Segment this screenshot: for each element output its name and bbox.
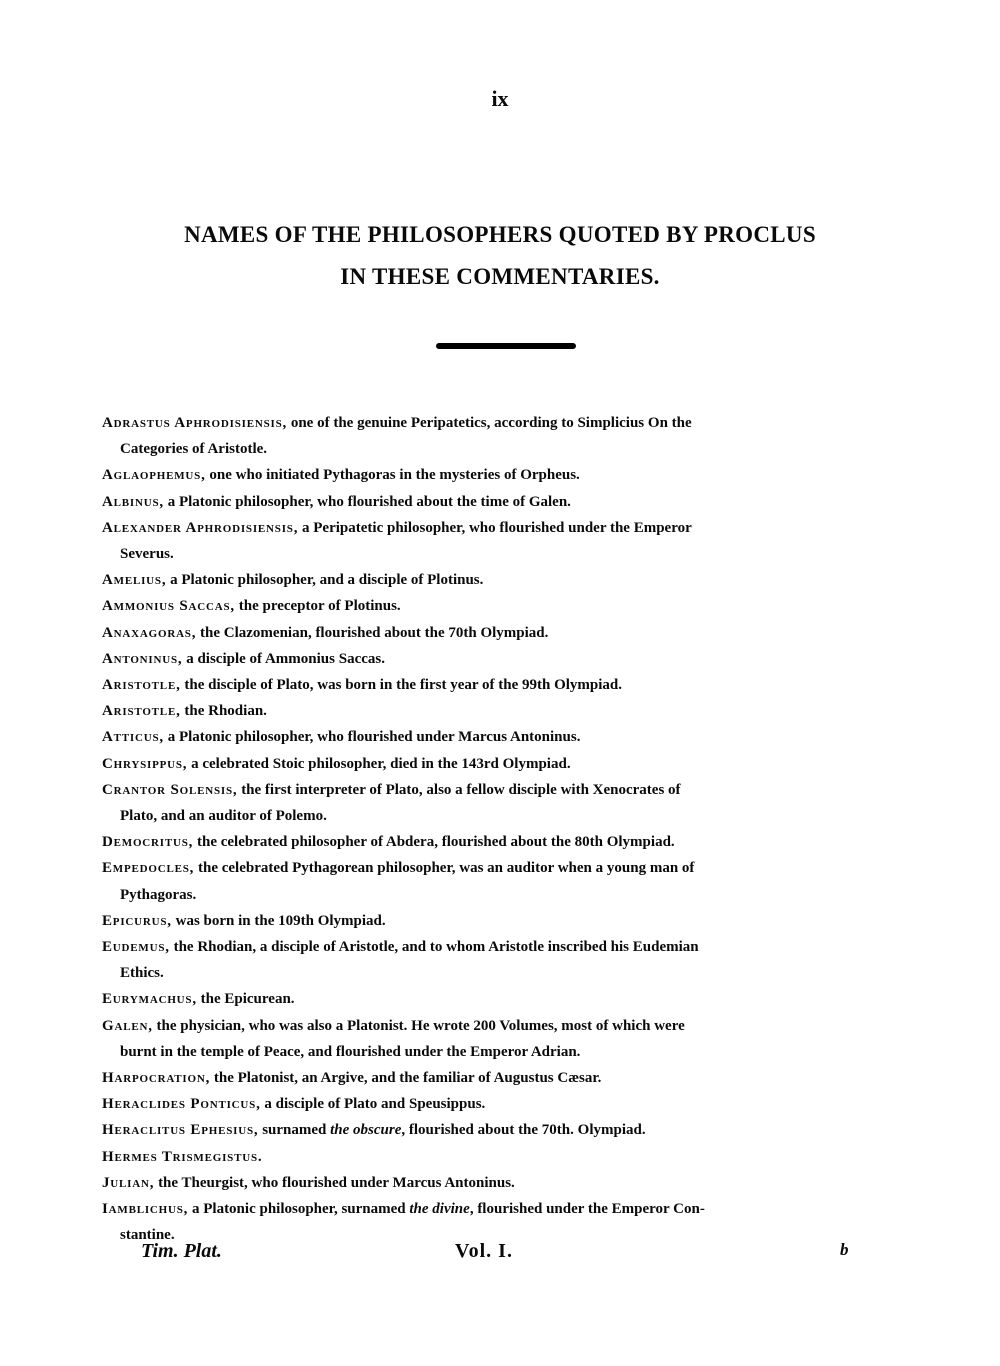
- footer-work-title: Tim. Plat.: [141, 1240, 222, 1262]
- epithet-italic: the divine: [409, 1201, 470, 1218]
- philosopher-name: Chrysippus,: [102, 755, 188, 772]
- description-continuation-line: Plato, and an auditor of Polemo.: [120, 808, 327, 825]
- philosopher-description: [164, 494, 571, 510]
- philosopher-description: [188, 1201, 705, 1217]
- philosopher-name: Julian,: [102, 1174, 155, 1191]
- description-text: one of the genuine Peripatetics, according to Simplicius On the: [287, 415, 692, 431]
- list-item: [102, 698, 910, 724]
- description-text: a disciple of Ammonius Saccas.: [182, 650, 385, 667]
- list-item: [102, 462, 910, 488]
- philosopher-name: Aristotle,: [102, 703, 181, 720]
- list-item: [102, 515, 910, 567]
- description-text: a celebrated Stoic philosopher, died in the 143rd Olympiad.: [187, 755, 571, 772]
- description-text: was born in the 109th Olympiad.: [171, 912, 386, 929]
- description-continuation-line: Pythagoras.: [120, 886, 197, 903]
- description-text: the disciple of Plato, was born in the first year of the 99th Olympiad.: [180, 677, 623, 694]
- philosopher-description: [153, 1018, 685, 1034]
- philosopher-description: [258, 1122, 645, 1138]
- philosopher-description: [237, 782, 680, 798]
- philosopher-name: Heraclitus Ephesius,: [102, 1122, 259, 1139]
- page-footer: [0, 1240, 1000, 1270]
- description-continuation-line: Ethics.: [120, 965, 164, 982]
- description-continuation-line: burnt in the temple of Peace, and flourished under the Emperor Adrian.: [120, 1043, 581, 1060]
- description-text: the Rhodian.: [180, 703, 267, 720]
- list-item: [102, 751, 910, 777]
- footer-volume: Vol. I.: [455, 1240, 513, 1262]
- philosopher-description: [170, 939, 699, 955]
- philosopher-description: [287, 415, 692, 431]
- list-item: [102, 777, 910, 829]
- philosopher-description: [172, 913, 386, 929]
- description-text: the physician, who was also a Platonist. He wrote 200 Volumes, most of which were: [152, 1017, 685, 1034]
- description-text: the Theurgist, who flourished under Marcus Antoninus.: [154, 1174, 515, 1191]
- philosopher-description: [193, 834, 674, 850]
- philosopher-description: [181, 677, 622, 693]
- philosopher-description: [197, 991, 295, 1007]
- philosopher-name: Adrastus Aphrodisiensis,: [102, 415, 288, 431]
- philosopher-name: Albinus,: [102, 493, 164, 510]
- philosopher-description: [235, 598, 401, 614]
- description-text: one who initiated Pythagoras in the mysteries of Orpheus.: [205, 467, 580, 484]
- philosopher-name: Galen,: [102, 1017, 153, 1034]
- philosopher-name: Harpocration,: [102, 1070, 211, 1087]
- page-title: [0, 214, 1000, 298]
- description-text: a Peripatetic philosopher, who flourished under the Emperor: [298, 519, 692, 536]
- philosopher-name: Epicurus,: [102, 912, 172, 929]
- philosopher-description: [210, 1070, 601, 1086]
- philosopher-name: Aristotle,: [102, 677, 181, 694]
- philosopher-name: Atticus,: [102, 729, 164, 746]
- description-text: a disciple of Plato and Speusippus.: [260, 1096, 486, 1113]
- description-text: a Platonic philosopher, who flourished under Marcus Antoninus.: [163, 729, 581, 746]
- philosopher-name: Crantor Solensis,: [102, 781, 238, 798]
- philosopher-description: [298, 520, 692, 536]
- list-item: [102, 1013, 910, 1065]
- philosopher-name: Ammonius Saccas,: [102, 598, 235, 615]
- footer-signature-mark: b: [840, 1240, 849, 1259]
- list-item: [102, 855, 910, 907]
- title-rule: [436, 343, 576, 349]
- list-item: [102, 646, 910, 672]
- title-line-2: IN THESE COMMENTARIES.: [340, 264, 660, 289]
- philosopher-description: [182, 651, 385, 667]
- description-text: a Platonic philosopher, who flourished about the time of Galen.: [163, 493, 571, 510]
- philosopher-name: Empedocles,: [102, 860, 195, 877]
- description-text: the celebrated philosopher of Abdera, flourished about the 80th Olympiad.: [193, 834, 675, 851]
- philosopher-description: [166, 572, 483, 588]
- philosopher-description: [181, 703, 267, 719]
- epithet-italic: the obscure: [330, 1122, 402, 1139]
- philosopher-description: [194, 860, 694, 876]
- philosopher-name: Eudemus,: [102, 939, 170, 956]
- description-text: the first interpreter of Plato, also a fellow disciple with Xenocrates of: [237, 781, 681, 798]
- list-item: [102, 593, 910, 619]
- title-line-1: NAMES OF THE PHILOSOPHERS QUOTED BY PROCLUS: [184, 222, 816, 247]
- philosopher-description: [196, 625, 548, 641]
- description-text: the Platonist, an Argive, and the familiar of Augustus Cæsar.: [210, 1070, 602, 1087]
- philosopher-name: Aglaophemus,: [102, 467, 206, 484]
- list-item: [102, 829, 910, 855]
- philosopher-description: [261, 1096, 486, 1112]
- list-item: [102, 567, 910, 593]
- description-text-continued: , flourished under the Emperor Con-: [469, 1201, 705, 1218]
- philosopher-name: Anaxagoras,: [102, 624, 197, 641]
- list-item: [102, 620, 910, 646]
- list-item: [102, 1091, 910, 1117]
- philosopher-name: Amelius,: [102, 572, 167, 589]
- list-item: [102, 986, 910, 1012]
- description-text: a Platonic philosopher, surnamed: [188, 1201, 410, 1218]
- description-continuation-line: Categories of Aristotle.: [120, 441, 268, 458]
- list-item: [102, 934, 910, 986]
- philosopher-description: [164, 729, 580, 745]
- philosopher-description: [206, 467, 580, 483]
- philosopher-name: Alexander Aphrodisiensis,: [102, 519, 299, 536]
- philosopher-name: Democritus,: [102, 834, 194, 851]
- list-item: [102, 724, 910, 750]
- page-number: ix: [491, 86, 509, 111]
- philosopher-name: Heraclides Ponticus,: [102, 1096, 261, 1113]
- list-item: [102, 489, 910, 515]
- philosopher-description: [187, 756, 570, 772]
- description-text-continued: , flourished about the 70th. Olympiad.: [401, 1122, 646, 1139]
- philosopher-description: [154, 1175, 515, 1191]
- list-item: [102, 1117, 910, 1143]
- list-item: [102, 1170, 910, 1196]
- description-continuation-line: stantine.: [120, 1227, 175, 1244]
- description-text: the preceptor of Plotinus.: [234, 598, 401, 615]
- list-item: [102, 410, 910, 462]
- list-item: [102, 1065, 910, 1091]
- description-text: the celebrated Pythagorean philosopher, was an auditor when a young man of: [194, 860, 695, 877]
- philosopher-name: Hermes Trismegistus.: [102, 1148, 263, 1165]
- description-text: a Platonic philosopher, and a disciple of Plotinus.: [166, 572, 484, 589]
- list-item: [102, 1144, 910, 1170]
- philosopher-name: Iamblichus,: [102, 1201, 189, 1218]
- description-text: surnamed: [258, 1122, 331, 1139]
- philosopher-name: Antoninus,: [102, 650, 183, 667]
- philosopher-name: Eurymachus,: [102, 991, 197, 1008]
- philosopher-list: [102, 410, 910, 1249]
- description-text: the Rhodian, a disciple of Aristotle, and to whom Aristotle inscribed his Eudemian: [169, 939, 699, 956]
- list-item: [102, 672, 910, 698]
- list-item: [102, 908, 910, 934]
- description-text: the Epicurean.: [196, 991, 295, 1008]
- description-continuation-line: Severus.: [120, 546, 174, 563]
- description-text: the Clazomenian, flourished about the 70th Olympiad.: [196, 624, 549, 641]
